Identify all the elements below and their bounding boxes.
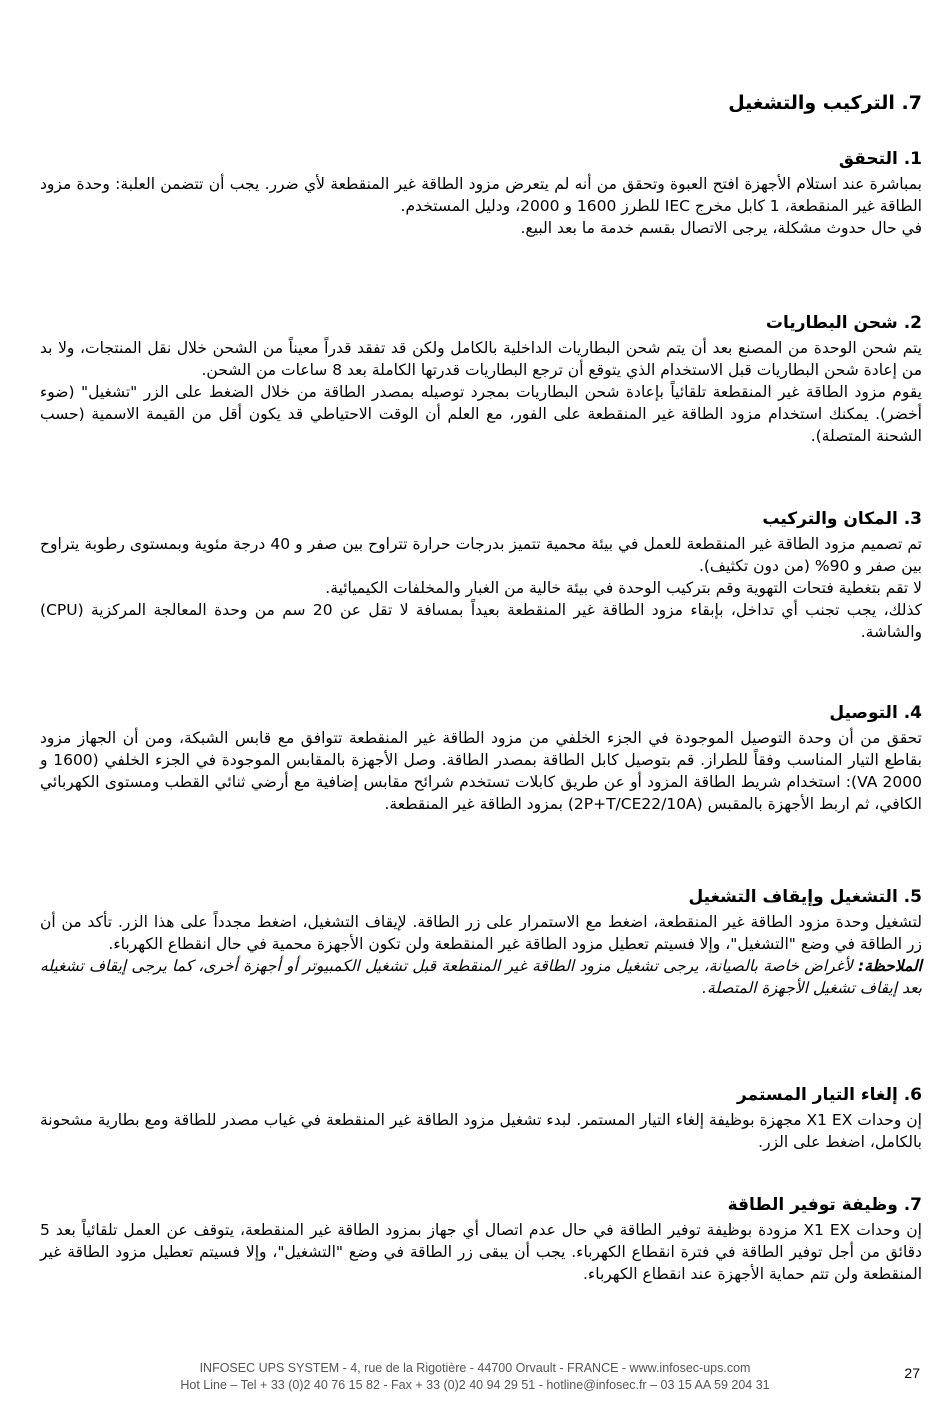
paragraph: تحقق من أن وحدة التوصيل الموجودة في الجزء الخلفي من مزود الطاقة غير المنقطعة تتوافق مع قابس الشبكة، ومن أن الجهاز مزود بقاطع التيار المناسب وفقاً للطراز. قم بتوصيل كابل الطاقة بمصدر الطاقة. وصل الأجهزة بالمقابس الموجودة في الجزء الخلفي (1600 و 2000 VA): استخدام شريط الطاقة المزود أو عن طريق كابلات تستخدم شرائح مقابس إضافية مع أرضي ثنائي القطب ومستوى الكهربائي الكافي، ثم اربط الأجهزة بالمقبس (2P+T/CE22/10A) بمزود الطاقة غير المنقطعة. — [40, 729, 922, 813]
paragraph: لا تقم بتغطية فتحات التهوية وقم بتركيب الوحدة في بيئة خالية من الغبار والمخلفات الكيميائية. — [325, 579, 922, 597]
paragraph: إن وحدات X1 EX مجهزة بوظيفة إلغاء التيار المستمر. لبدء تشغيل مزود الطاقة غير المنقطعة في غياب مصدر للطاقة ومع بطارية مشحونة بالكامل، اضغط على الزر. — [40, 1111, 922, 1151]
footer — [0, 1360, 950, 1394]
note-label: الملاحظة: — [857, 957, 922, 975]
section-cold-start — [40, 1084, 922, 1153]
page-heading: 7. التركيب والتشغيل — [728, 92, 922, 114]
paragraph: بمباشرة عند استلام الأجهزة افتح العبوة وتحقق من أنه لم يتعرض مزود الطاقة غير المنقطعة لأي ضرر. يجب أن تتضمن العلبة: وحدة مزود الطاقة غير المنقطعة، 1 كابل مخرج IEC للطرز 1600 و 2000، ودليل المستخدم. — [40, 175, 922, 215]
paragraph: كذلك، يجب تجنب أي تداخل، بإبقاء مزود الطاقة غير المنقطعة بعيداً بمسافة لا تقل عن 20 سم من وحدة المعالجة المركزية (CPU) والشاشة. — [40, 601, 922, 641]
paragraph: يتم شحن الوحدة من المصنع بعد أن يتم شحن البطاريات الداخلية بالكامل ولكن قد تفقد قدراً معيناً من الشحن خلال نقل المنتجات، ولا بد من إعادة شحن البطاريات قبل الاستخدام الذي يتوقع أن ترجع البطاريات قدرتها الكاملة بعد 8 ساعات من الشحن. — [40, 339, 922, 379]
section-title: 3. المكان والتركيب — [762, 509, 922, 529]
paragraph: تم تصميم مزود الطاقة غير المنقطعة للعمل في بيئة محمية تتميز بدرجات حرارة تتراوح بين صفر و 40 درجة مئوية وبمستوى رطوبة يتراوح بين صفر و 90% (من دون تكثيف). — [40, 535, 922, 575]
section-location-installation — [40, 508, 922, 643]
section-title: 7. وظيفة توفير الطاقة — [727, 1195, 922, 1215]
footer-address: INFOSEC UPS SYSTEM - 4, rue de la Rigotière - 44700 Orvault - FRANCE - www.infosec-ups.com — [199, 1361, 751, 1375]
paragraph: لتشغيل وحدة مزود الطاقة غير المنقطعة، اضغط مع الاستمرار على زر الطاقة. لإيقاف التشغيل، اضغط مجدداً على هذا الزر. تأكد من أن زر الطاقة في وضع "التشغيل"، وإلا فسيتم تعطيل مزود الطاقة غير المنقطعة ولن تكون الأجهزة محمية في حال انقطاع الكهرباء. — [40, 913, 922, 953]
paragraph: يقوم مزود الطاقة غير المنقطعة تلقائياً بإعادة شحن البطاريات بمجرد توصيله بمصدر الطاقة من خلال الضغط على الزر "تشغيل" (ضوء أخضر). يمكنك استخدام مزود الطاقة غير المنقطعة على الفور، مع العلم أن الوقت الاحتياطي قد يكون أقل من القيمة الاسمية (حسب الشحنة المتصلة). — [40, 383, 922, 445]
section-power-on-off — [40, 886, 922, 999]
section-connection — [40, 702, 922, 815]
section-title: 2. شحن البطاريات — [765, 313, 922, 333]
section-title: 1. التحقق — [838, 149, 922, 169]
note-text: لأغراض خاصة بالصيانة، يرجى تشغيل مزود الطاقة غير المنقطعة قبل تشغيل الكمبيوتر أو أجهزة أخرى، كما يرجى إيقاف تشغيله بعد إيقاف تشغيل الأجهزة المتصلة. — [40, 957, 922, 997]
page-number: 27 — [904, 1365, 920, 1381]
paragraph: إن وحدات X1 EX مزودة بوظيفة توفير الطاقة في حال عدم اتصال أي جهاز بمزود الطاقة غير المنقطعة، يتوقف عن العمل تلقائياً بعد 5 دقائق من أجل توفير الطاقة في فترة انقطاع الكهرباء. يجب أن يبقى زر الطاقة في وضع "التشغيل"، وإلا فسيتم تعطيل مزود الطاقة غير المنقطعة ولن تتم حماية الأجهزة عند انقطاع الكهرباء. — [40, 1221, 922, 1283]
note — [40, 955, 922, 999]
section-title: 4. التوصيل — [829, 703, 922, 723]
section-title: 5. التشغيل وإيقاف التشغيل — [688, 887, 922, 907]
footer-contact: Hot Line – Tel + 33 (0)2 40 76 15 82 - Fax + 33 (0)2 40 94 29 51 - hotline@infosec.fr – 03 15 AA 59 204 31 — [180, 1378, 770, 1392]
section-title: 6. إلغاء التيار المستمر — [736, 1085, 922, 1105]
section-battery-charging — [40, 312, 922, 447]
paragraph: في حال حدوث مشكلة، يرجى الاتصال بقسم خدمة ما بعد البيع. — [520, 219, 922, 237]
section-energy-saving — [40, 1194, 922, 1285]
section-verification — [40, 148, 922, 239]
